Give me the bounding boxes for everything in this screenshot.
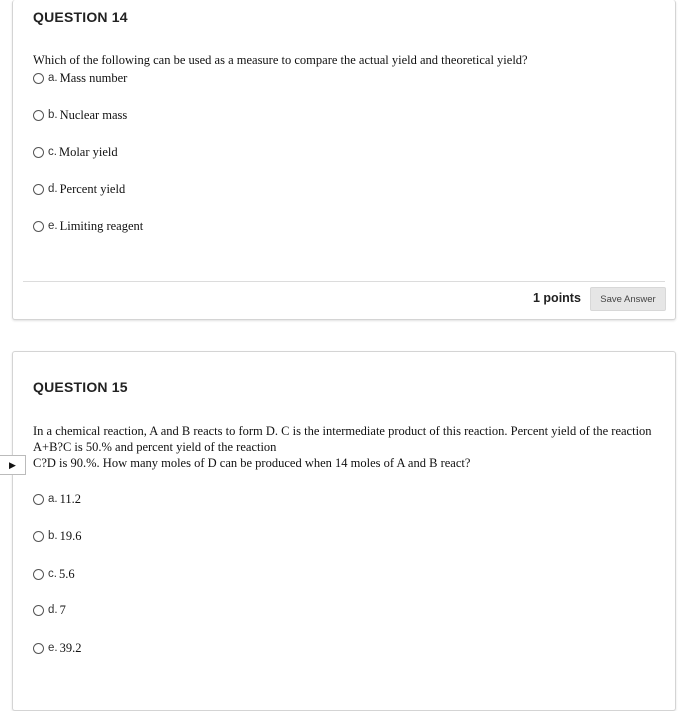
option-text: 19.6 bbox=[59, 528, 82, 543]
option-text: 39.2 bbox=[59, 640, 82, 655]
q14-option-e[interactable] bbox=[33, 218, 143, 234]
points-label: 1 points bbox=[533, 291, 581, 305]
radio-button[interactable] bbox=[33, 73, 44, 84]
radio-button[interactable] bbox=[33, 531, 44, 542]
question-14-text: Which of the following can be used as a measure to compare the actual yield and theoretical yield? bbox=[33, 53, 528, 67]
play-triangle-icon[interactable]: ▶ bbox=[0, 455, 26, 475]
question-15-text-line-1: In a chemical reaction, A and B reacts to form D. C is the intermediate product of this reaction. Percent yield of the reaction bbox=[33, 424, 652, 438]
radio-button[interactable] bbox=[33, 184, 44, 195]
q15-option-b[interactable] bbox=[33, 528, 81, 544]
radio-button[interactable] bbox=[33, 147, 44, 158]
option-letter: b. bbox=[48, 530, 58, 542]
q14-option-a[interactable] bbox=[33, 70, 127, 86]
option-text: Mass number bbox=[59, 70, 128, 85]
question-15-text-line-3: C?D is 90.%. How many moles of D can be produced when 14 moles of A and B react? bbox=[33, 456, 471, 470]
option-text: Molar yield bbox=[58, 144, 118, 159]
question-15-title: QUESTION 15 bbox=[33, 379, 128, 395]
radio-button[interactable] bbox=[33, 494, 44, 505]
option-letter: b. bbox=[48, 109, 58, 121]
question-14-card bbox=[12, 0, 676, 320]
option-letter: a. bbox=[48, 72, 58, 84]
option-text: Percent yield bbox=[59, 181, 126, 196]
option-letter: a. bbox=[48, 493, 58, 505]
option-text: 5.6 bbox=[58, 566, 75, 581]
q15-option-e[interactable] bbox=[33, 640, 81, 656]
option-letter: e. bbox=[48, 220, 58, 232]
option-text: 7 bbox=[59, 602, 66, 617]
save-answer-button[interactable]: Save Answer bbox=[590, 287, 666, 311]
option-letter: c. bbox=[48, 146, 57, 158]
question-15-text bbox=[33, 423, 663, 471]
question-15-text-line-2: A+B?C is 50.% and percent yield of the reaction bbox=[33, 440, 277, 454]
question-14-title: QUESTION 14 bbox=[33, 9, 128, 25]
radio-button[interactable] bbox=[33, 605, 44, 616]
option-letter: d. bbox=[48, 604, 58, 616]
option-letter: e. bbox=[48, 642, 58, 654]
q15-option-a[interactable] bbox=[33, 491, 81, 507]
radio-button[interactable] bbox=[33, 221, 44, 232]
q14-option-c[interactable] bbox=[33, 144, 118, 160]
divider bbox=[23, 281, 665, 282]
question-15-card bbox=[12, 351, 676, 711]
option-letter: d. bbox=[48, 183, 58, 195]
radio-button[interactable] bbox=[33, 643, 44, 654]
option-letter: c. bbox=[48, 568, 57, 580]
q14-option-d[interactable] bbox=[33, 181, 125, 197]
radio-button[interactable] bbox=[33, 569, 44, 580]
q14-option-b[interactable] bbox=[33, 107, 127, 123]
option-text: Limiting reagent bbox=[59, 218, 144, 233]
q15-option-d[interactable] bbox=[33, 602, 66, 618]
option-text: 11.2 bbox=[59, 491, 82, 506]
q15-option-c[interactable] bbox=[33, 566, 75, 582]
radio-button[interactable] bbox=[33, 110, 44, 121]
option-text: Nuclear mass bbox=[59, 107, 128, 122]
